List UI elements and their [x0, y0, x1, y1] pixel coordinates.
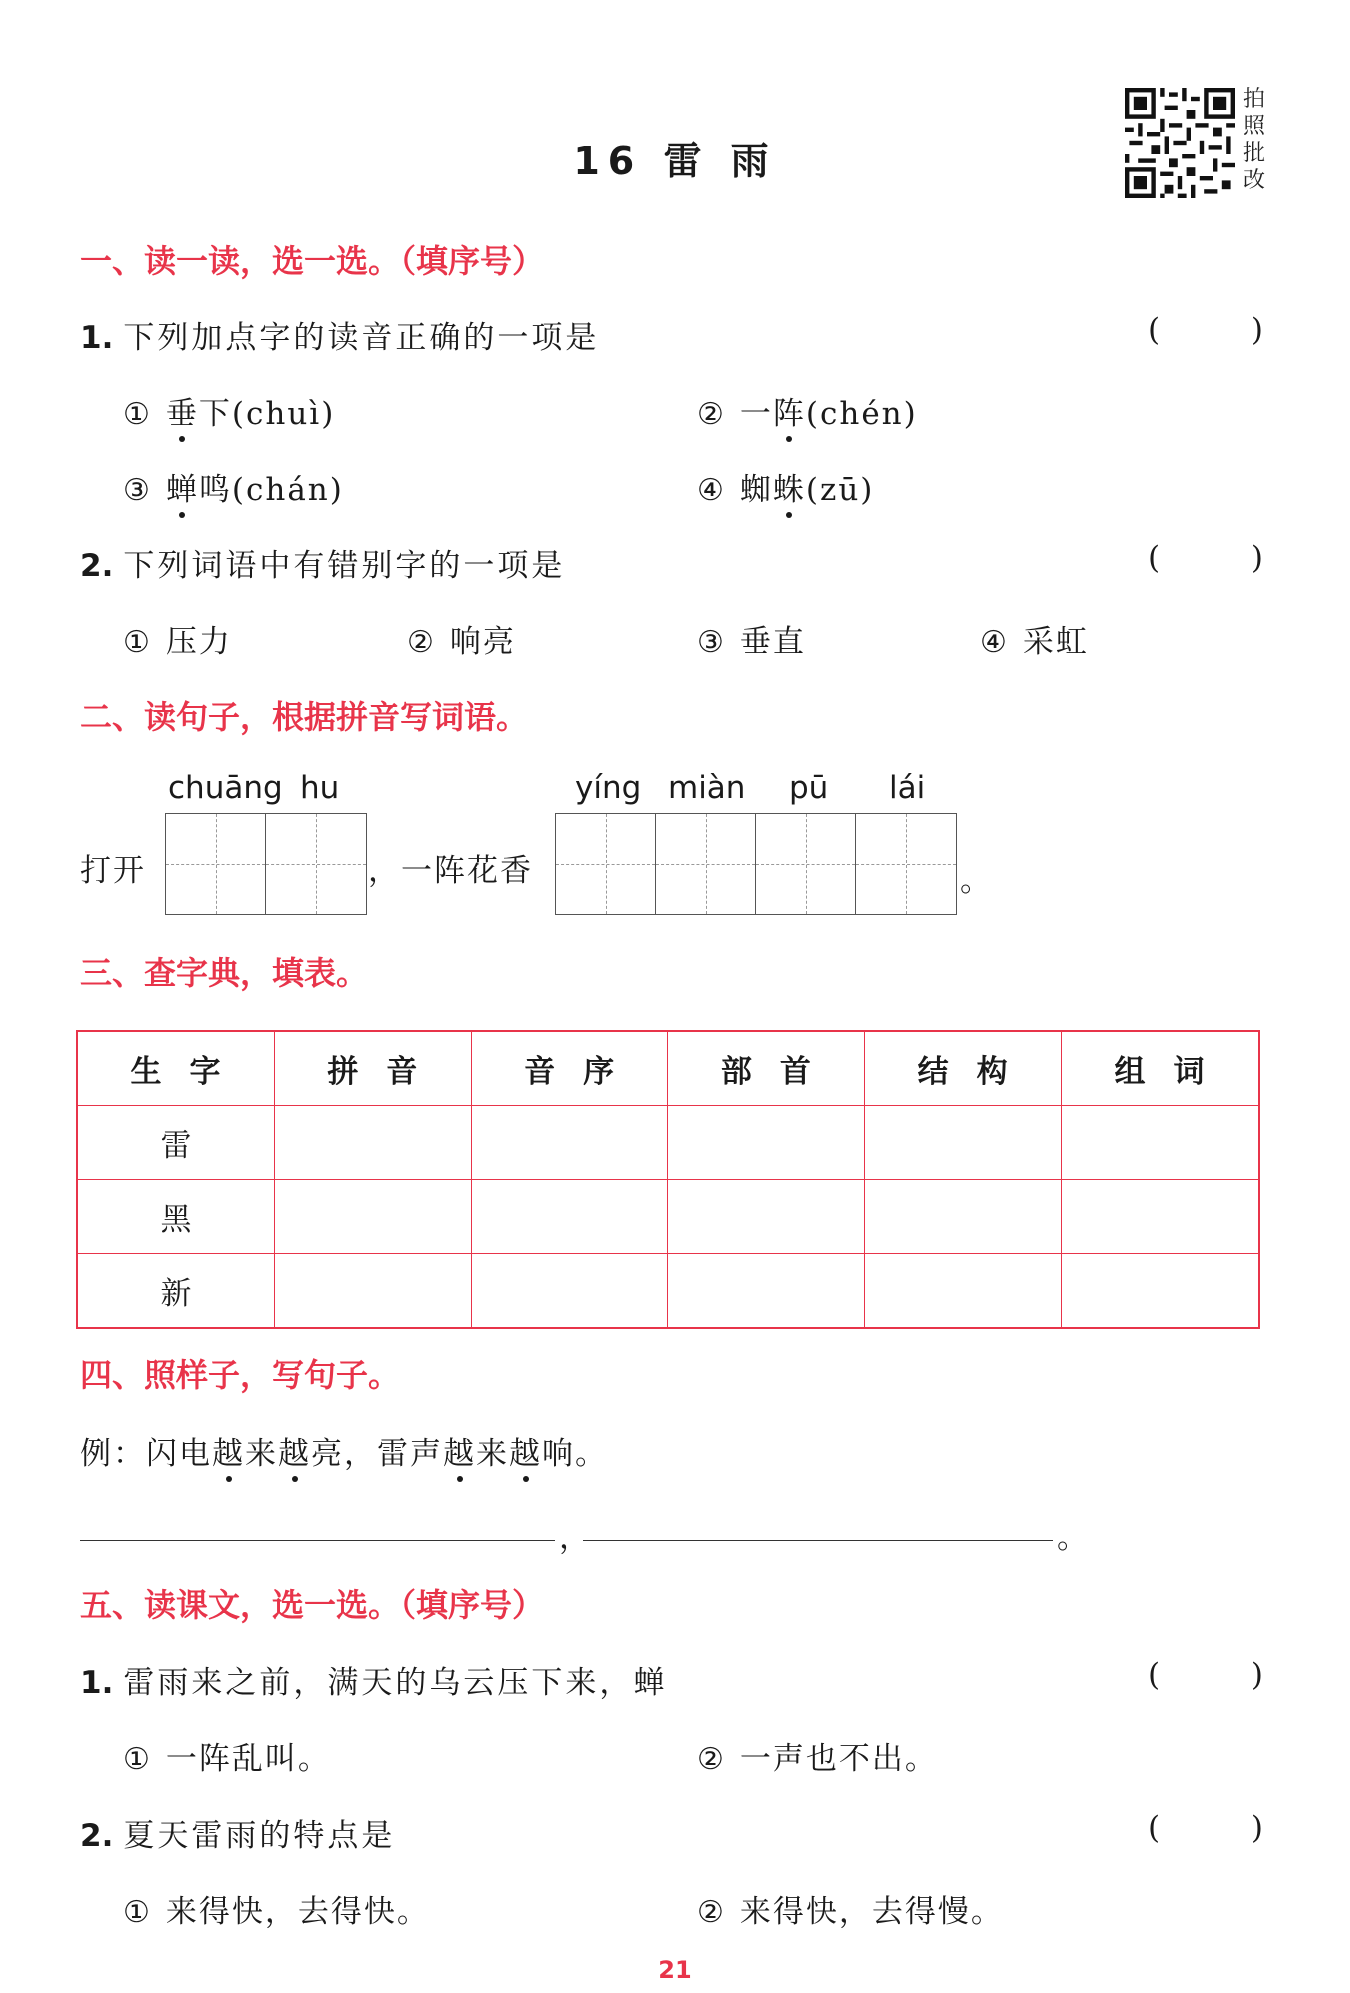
table-cell-blank[interactable]	[1062, 1180, 1260, 1254]
pinyin-label: lái	[889, 770, 926, 806]
q5-2-option-2	[697, 1886, 1004, 1931]
option-text: 一	[739, 396, 773, 432]
q1-option-1	[123, 388, 335, 433]
dotted-char: 阵	[773, 388, 806, 433]
option-text: 下(chuì)	[198, 396, 336, 432]
writing-cell[interactable]	[166, 814, 266, 914]
writing-grid-1[interactable]	[165, 813, 367, 915]
option-text: 鸣(chán)	[198, 472, 344, 508]
question-text: 夏天雷雨的特点是	[123, 1818, 396, 1854]
q5-1-option-1	[123, 1733, 331, 1778]
paren-close: )	[1250, 540, 1263, 576]
option-text: 来得快，去得快。	[165, 1894, 430, 1930]
paren-close: )	[1250, 1810, 1263, 1846]
question-number: 1.	[80, 1665, 114, 1701]
dotted-char: 越	[509, 1428, 542, 1473]
option-text: 来得快，去得慢。	[739, 1894, 1004, 1930]
dotted-char: 蝉	[166, 464, 199, 509]
table-cell-blank[interactable]	[274, 1106, 471, 1180]
qr-label-char: 批	[1243, 141, 1266, 166]
table-cell-blank[interactable]	[668, 1254, 865, 1329]
question-number: 2.	[80, 548, 114, 584]
q5-1-option-2	[697, 1733, 938, 1778]
table-cell-char: 黑	[77, 1180, 274, 1254]
page-title: 16 雷 雨	[573, 139, 777, 183]
table-row	[77, 1180, 1259, 1254]
example-text: 来	[245, 1436, 278, 1472]
qr-code-icon[interactable]	[1125, 88, 1235, 198]
dotted-char: 蛛	[773, 464, 806, 509]
table-header: 生字	[77, 1031, 274, 1106]
option-text: 蜘	[739, 472, 773, 508]
option-marker: ①	[123, 625, 152, 660]
option-text: 一阵乱叫。	[165, 1741, 331, 1777]
sentence-end: 。	[960, 863, 993, 899]
qr-label	[1243, 86, 1267, 194]
writing-grid-2[interactable]	[555, 813, 957, 915]
q1-option-3	[123, 464, 344, 509]
answer-line-1[interactable]	[80, 1540, 555, 1541]
dotted-char: 越	[278, 1428, 311, 1473]
option-marker: ③	[123, 473, 152, 508]
writing-cell[interactable]	[756, 814, 856, 914]
table-cell-char: 新	[77, 1254, 274, 1329]
paren-open: (	[1148, 1657, 1161, 1693]
example-sentence	[80, 1428, 608, 1473]
answer-blank-5-2[interactable]	[1148, 1810, 1263, 1846]
pinyin-label: pū	[789, 770, 829, 806]
answer-comma: ，	[559, 1520, 592, 1556]
question-2	[80, 540, 565, 585]
q2-option-4	[980, 616, 1089, 661]
paren-close: )	[1250, 1657, 1263, 1693]
option-marker: ②	[407, 625, 436, 660]
table-cell-blank[interactable]	[471, 1106, 668, 1180]
q2-option-3	[697, 616, 806, 661]
dictionary-table	[76, 1030, 1260, 1329]
dotted-char: 越	[443, 1428, 476, 1473]
table-cell-blank[interactable]	[1062, 1106, 1260, 1180]
q1-option-2	[697, 388, 918, 433]
question-1	[80, 312, 599, 357]
writing-cell[interactable]	[266, 814, 366, 914]
writing-cell[interactable]	[856, 814, 956, 914]
example-text: 响。	[542, 1436, 608, 1472]
section-3-heading: 三、查字典，填表。	[80, 954, 369, 992]
dotted-char: 垂	[166, 388, 199, 433]
option-text: 采虹	[1022, 624, 1089, 660]
q5-2-option-1	[123, 1886, 430, 1931]
answer-line-2[interactable]	[583, 1540, 1053, 1541]
example-text: 来	[476, 1436, 509, 1472]
option-marker: ④	[980, 625, 1009, 660]
example-text: 亮，雷声	[311, 1436, 443, 1472]
dotted-char: 越	[212, 1428, 245, 1473]
answer-blank-5-1[interactable]	[1148, 1657, 1263, 1693]
pinyin-label: miàn	[668, 770, 746, 806]
pinyin-label: hu	[300, 770, 340, 806]
table-cell-blank[interactable]	[471, 1180, 668, 1254]
section-2-heading: 二、读句子，根据拼音写词语。	[80, 698, 529, 736]
option-text: (zū)	[805, 472, 875, 508]
paren-open: (	[1148, 1810, 1161, 1846]
table-header: 音序	[471, 1031, 668, 1106]
table-cell-blank[interactable]	[668, 1180, 865, 1254]
question-text: 下列词语中有错别字的一项是	[123, 548, 566, 584]
option-marker: ③	[697, 625, 726, 660]
table-cell-blank[interactable]	[471, 1254, 668, 1329]
option-marker: ②	[697, 1742, 726, 1777]
question-text: 下列加点字的读音正确的一项是	[123, 320, 600, 356]
section-5-heading: 五、读课文，选一选。（填序号）	[80, 1586, 545, 1624]
option-marker: ①	[123, 1895, 152, 1930]
option-marker: ②	[697, 1895, 726, 1930]
option-marker: ④	[697, 473, 726, 508]
table-row	[77, 1106, 1259, 1180]
option-marker: ②	[697, 397, 726, 432]
table-cell-blank[interactable]	[1062, 1254, 1260, 1329]
answer-blank-2[interactable]	[1148, 540, 1263, 576]
paren-open: (	[1148, 540, 1161, 576]
question-text: 雷雨来之前，满天的乌云压下来，蝉	[123, 1665, 668, 1701]
q1-option-4	[697, 464, 874, 509]
answer-blank-1[interactable]	[1148, 312, 1263, 348]
table-header: 组词	[1062, 1031, 1260, 1106]
option-marker: ①	[123, 1742, 152, 1777]
answer-period: 。	[1057, 1520, 1090, 1556]
option-text: 响亮	[449, 624, 516, 660]
sentence-middle: ，一阵花香	[368, 853, 533, 889]
qr-label-char: 照	[1243, 114, 1266, 139]
table-header: 部首	[668, 1031, 865, 1106]
q2-option-1	[123, 616, 232, 661]
table-header-row	[77, 1031, 1259, 1106]
table-cell-blank[interactable]	[865, 1254, 1062, 1329]
pinyin-label: chuāng	[168, 770, 283, 806]
table-cell-blank[interactable]	[668, 1106, 865, 1180]
qr-label-char: 改	[1243, 168, 1266, 193]
table-cell-blank[interactable]	[274, 1180, 471, 1254]
table-cell-blank[interactable]	[865, 1180, 1062, 1254]
qr-label-char: 拍	[1243, 87, 1266, 112]
section-1-heading: 一、读一读，选一选。（填序号）	[80, 242, 545, 280]
option-text: (chén)	[805, 396, 918, 432]
question-number: 2.	[80, 1818, 114, 1854]
table-cell-char: 雷	[77, 1106, 274, 1180]
question-5-2	[80, 1810, 395, 1855]
paren-close: )	[1250, 312, 1263, 348]
paren-open: (	[1148, 312, 1161, 348]
writing-cell[interactable]	[656, 814, 756, 914]
sentence-prefix: 打开	[80, 853, 146, 889]
section-4-heading: 四、照样子，写句子。	[80, 1356, 401, 1394]
table-header: 结构	[865, 1031, 1062, 1106]
example-label: 例：	[80, 1436, 146, 1472]
question-5-1	[80, 1657, 667, 1702]
table-row	[77, 1254, 1259, 1329]
q2-option-2	[407, 616, 516, 661]
option-text: 压力	[165, 624, 232, 660]
table-header: 拼音	[274, 1031, 471, 1106]
option-text: 一声也不出。	[739, 1741, 938, 1777]
example-text: 闪电	[146, 1436, 212, 1472]
table-cell-blank[interactable]	[274, 1254, 471, 1329]
writing-cell[interactable]	[556, 814, 656, 914]
pinyin-label: yíng	[575, 770, 642, 806]
page-number: 21	[658, 1956, 692, 1984]
question-number: 1.	[80, 320, 114, 356]
option-marker: ①	[123, 397, 152, 432]
option-text: 垂直	[739, 624, 806, 660]
table-cell-blank[interactable]	[865, 1106, 1062, 1180]
